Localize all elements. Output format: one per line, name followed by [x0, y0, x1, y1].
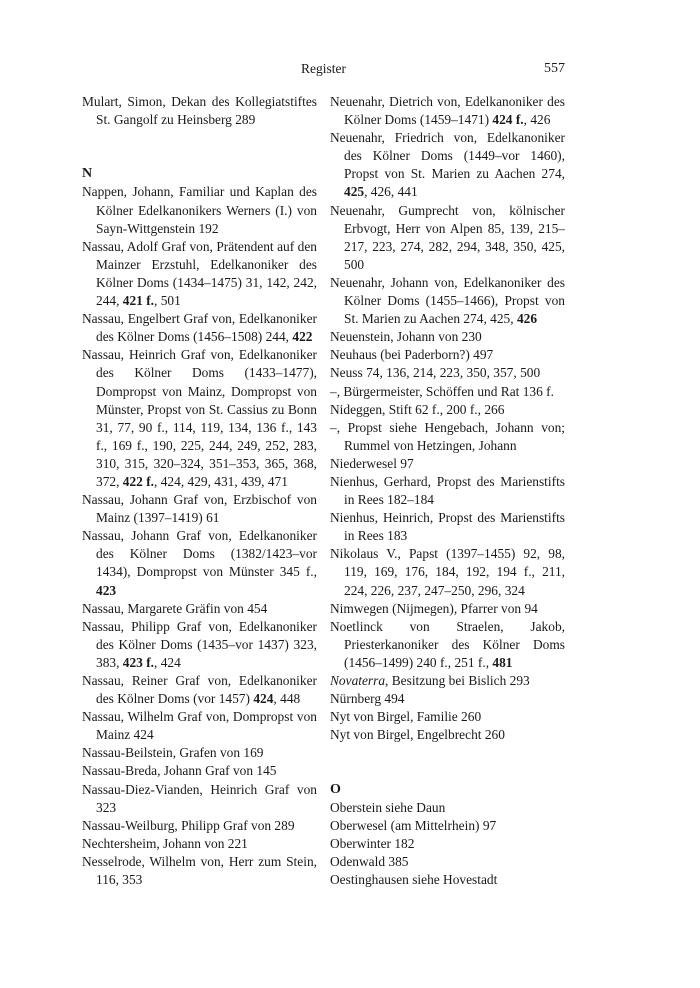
entry-text: , 426, 441: [364, 184, 418, 200]
index-entry: [330, 455, 565, 473]
index-entry: [82, 93, 317, 129]
index-entry: [82, 491, 317, 527]
index-entry: [330, 419, 565, 455]
index-entry: [330, 871, 565, 889]
index-entry: [330, 509, 565, 545]
page-reference-bold: 424: [253, 691, 274, 707]
page-reference-bold: 481: [492, 654, 513, 670]
entry-text: Nikolaus V., Papst (1397–1455) 92, 98, 119, 169, 176, 184, 192, 194 f., 211, 224, 226, 237, 247–250, 296, 324: [330, 546, 565, 598]
page-number: 557: [544, 61, 565, 76]
entry-text: Neuenstein, Johann von 230: [330, 329, 482, 345]
index-entry: [330, 401, 565, 419]
section-spacer: [82, 129, 317, 165]
entry-text: , 424, 429, 431, 439, 471: [154, 473, 288, 489]
index-entry: [330, 473, 565, 509]
index-entry: [82, 835, 317, 853]
index-column-right: [330, 93, 565, 889]
entry-text: Nassau-Beilstein, Grafen von 169: [82, 745, 264, 761]
entry-text: Nürnberg 494: [330, 691, 405, 707]
index-entry: [82, 600, 317, 618]
index-entry: [330, 835, 565, 853]
index-entry: [82, 817, 317, 835]
entry-text: Odenwald 385: [330, 853, 409, 869]
index-entry: [330, 690, 565, 708]
entry-text: Nassau, Margarete Gräfin von 454: [82, 600, 268, 616]
entry-text: Nassau, Johann Graf von, Erzbischof von Mainz (1397–1419) 61: [82, 492, 317, 526]
entry-text: –, Propst siehe Hengebach, Johann von; Rummel von Hetzingen, Johann: [330, 419, 565, 453]
entry-text: Mulart, Simon, Dekan des Kollegiatstiftes St. Gangolf zu Heinsberg 289: [82, 94, 317, 128]
entry-text: Nyt von Birgel, Familie 260: [330, 709, 482, 725]
index-entry: [82, 527, 317, 599]
index-entry: [330, 129, 565, 201]
entry-text: Nechtersheim, Johann von 221: [82, 835, 248, 851]
entry-text: Nassau, Heinrich Graf von, Edelkanoniker des Kölner Doms (1433–1477), Dompropst von Mainz, Dompropst von Münster, Propst von St. Cassius zu Bonn 31, 77, 90 f., 114, 119, 134, 136 f., 143 f., 169 f., 190, 225, 244, 249, 252, 283, 310, 315, 320–324, 351–353, 365, 368, 372,: [82, 347, 317, 489]
entry-text: Nimwegen (Nijmegen), Pfarrer von 94: [330, 600, 538, 616]
index-entry: [330, 817, 565, 835]
entry-text: Neuenahr, Friedrich von, Edelkanoniker des Kölner Doms (1449–vor 1460), Propst von St. Marien zu Aachen 274,: [330, 130, 565, 182]
page-reference-bold: 423 f.: [122, 654, 155, 670]
entry-text: Niederwesel 97: [330, 455, 414, 471]
index-entry: [82, 744, 317, 762]
entry-text: Noetlinck von Straelen, Jakob, Priesterkanoniker des Kölner Doms (1456–1499) 240 f., 251 f.,: [330, 618, 565, 670]
index-entry: [330, 274, 565, 328]
entry-text: , Besitzung bei Bislich 293: [385, 673, 530, 688]
index-entry: [330, 618, 565, 672]
index-entry: [330, 383, 565, 401]
entry-text: Nassau-Diez-Vianden, Heinrich Graf von 323: [82, 781, 317, 815]
entry-text: Nassau, Philipp Graf von, Edelkanoniker des Kölner Doms (1435–vor 1437) 323, 383,: [82, 618, 317, 670]
index-entry: [82, 762, 317, 780]
index-entry: [82, 708, 317, 744]
entry-text: Neuhaus (bei Paderborn?) 497: [330, 347, 494, 363]
index-entry: [82, 853, 317, 889]
index-entry: [330, 600, 565, 618]
running-head-title: Register: [301, 61, 346, 76]
entry-text: , 501: [154, 293, 181, 309]
index-entry: [82, 618, 317, 672]
entry-text: Nassau, Engelbert Graf von, Edelkanoniker des Kölner Doms (1456–1508) 244,: [82, 311, 317, 345]
index-entry: [82, 781, 317, 817]
index-entry: [330, 93, 565, 129]
entry-text: Neuenahr, Dietrich von, Edelkanoniker des Kölner Doms (1459–1471): [330, 94, 565, 128]
entry-text: Nassau, Johann Graf von, Edelkanoniker des Kölner Doms (1382/1423–vor 1434), Dompropst von Münster 345 f.,: [82, 528, 317, 580]
entry-text: , 424: [154, 654, 181, 670]
entry-text: Neuss 74, 136, 214, 223, 350, 357, 500: [330, 365, 541, 381]
entry-text: Nappen, Johann, Familiar und Kaplan des Kölner Edelkanonikers Werners (I.) von Sayn-Wittgenstein 192: [82, 184, 317, 236]
index-entry: [330, 726, 565, 744]
page-reference-bold: 423: [96, 582, 117, 598]
page-reference-bold: 422: [292, 329, 313, 345]
index-entry: [330, 708, 565, 726]
entry-text: Neuenahr, Gumprecht von, kölnischer Erbvogt, Herr von Alpen 85, 139, 215–217, 223, 274, 282, 294, 348, 350, 425, 500: [330, 202, 565, 272]
index-entry: [330, 328, 565, 346]
index-entry: [82, 672, 317, 708]
entry-text: Nideggen, Stift 62 f., 200 f., 266: [330, 401, 505, 417]
section-letter-heading: N: [82, 166, 93, 182]
entry-text: Nassau, Adolf Graf von, Prätendent auf den Mainzer Erzstuhl, Edelkanoniker des Kölner Doms (1434–1475) 31, 142, 242, 244,: [82, 238, 317, 309]
index-entry: [330, 346, 565, 364]
entry-text: Nyt von Birgel, Engelbrecht 260: [330, 727, 505, 743]
entry-text-italic: Novaterra: [330, 673, 386, 688]
index-entry: [82, 310, 317, 346]
index-column-left: [82, 93, 317, 889]
entry-text: Nesselrode, Wilhelm von, Herr zum Stein, 116, 353: [82, 853, 317, 888]
entry-text: Oberwinter 182: [330, 835, 415, 851]
entry-text: Oestinghausen siehe Hovestadt: [330, 872, 498, 888]
running-head: [82, 61, 565, 81]
section-spacer: [330, 744, 565, 780]
entry-text: , 426: [523, 112, 551, 128]
entry-text: Oberstein siehe Daun: [330, 799, 446, 815]
index-entry: [330, 799, 565, 817]
entry-text: Neuenahr, Johann von, Edelkanoniker des Kölner Doms (1455–1466), Propst von St. Marien zu Aachen 274, 425,: [330, 274, 565, 327]
entry-text: , 448: [273, 691, 301, 707]
entry-text: Nassau-Weilburg, Philipp Graf von 289: [82, 817, 295, 833]
index-entry: [330, 545, 565, 599]
index-entry: [330, 672, 565, 690]
entry-text: Nienhus, Heinrich, Propst des Marienstifts in Rees 183: [330, 510, 565, 544]
index-entry: [82, 238, 317, 310]
entry-text: Oberwesel (am Mittelrhein) 97: [330, 817, 497, 833]
page-reference-bold: 426: [516, 311, 538, 327]
entry-text: Nassau, Reiner Graf von, Edelkanoniker des Kölner Doms (vor 1457): [82, 673, 317, 707]
index-entry: [82, 346, 317, 491]
section-letter-heading: O: [330, 781, 341, 797]
entry-text: Nassau-Breda, Johann Graf von 145: [82, 763, 277, 779]
page-reference-bold: 424 f.: [492, 112, 524, 128]
index-entry: [330, 364, 565, 382]
page-reference-bold: 422 f.: [122, 473, 155, 489]
page-reference-bold: 421 f.: [122, 293, 155, 309]
entry-text: Nienhus, Gerhard, Propst des Marienstifts in Rees 182–184: [330, 473, 565, 508]
entry-text: Nassau, Wilhelm Graf von, Dompropst von Mainz 424: [82, 709, 317, 743]
entry-text: –, Bürgermeister, Schöffen und Rat 136 f.: [330, 383, 554, 399]
index-entry: [330, 202, 565, 274]
index-entry: [330, 853, 565, 871]
index-entry: [82, 183, 317, 237]
page-reference-bold: 425: [344, 184, 365, 200]
